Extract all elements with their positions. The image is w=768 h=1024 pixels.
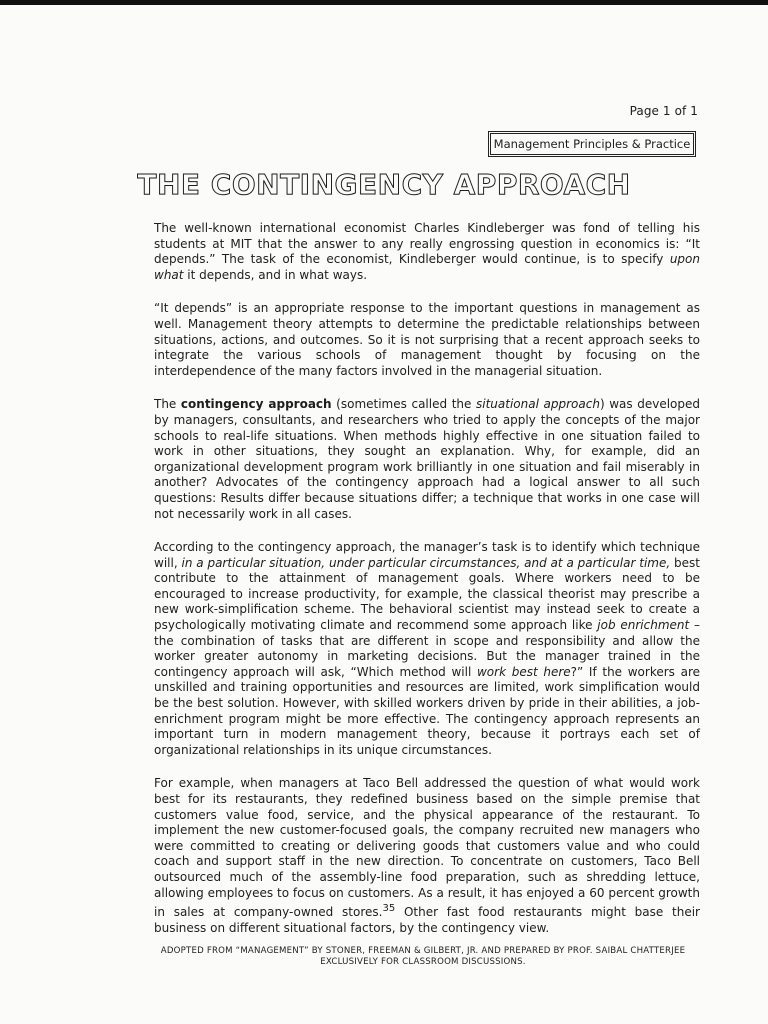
scan-edge xyxy=(0,0,768,5)
paragraph-2: “It depends” is an appropriate response to the important questions in management as well. Management theory attempts to determine the predictable relationships between situations, actions, and outcomes. So it is not surprising that a recent approach seeks to integrate the various schools of management thought by focusing on the interdependence of the many factors involved in the managerial situation. xyxy=(154,301,700,378)
paragraph-3: The contingency approach (sometimes called the situational approach) was developed by managers, consultants, and researchers who tried to apply the concepts of the major schools to real-life situations. When methods highly effective in one situation failed to work in other situations, they sought an explanation. Why, for example, did an organizational development program work brilliantly in one situation and fail miserably in another? Advocates of the contingency approach had a logical answer to all such questions: Results differ because situations differ; a technique that works in one case will not necessarily work in all cases. xyxy=(154,397,701,521)
source-footer xyxy=(130,946,716,968)
paragraph-1: The well-known international economist Charles Kindleberger was fond of telling his students at MIT that the answer to any really engrossing question in economics is: “It depends.” The task of the economist, Kindleberger would continue, is to specify upon what it depends, and in what ways. xyxy=(154,221,700,282)
footer-line-1: ADOPTED FROM “MANAGEMENT” BY STONER, FREEMAN & GILBERT, JR. AND PREPARED BY PROF. SAIBAL CHATTERJEE xyxy=(160,946,686,956)
course-label-box xyxy=(488,131,696,157)
paragraph-4: According to the contingency approach, the manager’s task is to identify which technique will, in a particular situation, under particular circumstances, and at a particular time, best contribute to the attainment of management goals. Where workers need to be encouraged to increase productivity, for example, the classical theorist may prescribe a new work-simplification scheme. The behavioral scientist may instead seek to create a psychologically motivating climate and recommend some approach like job enrichment – the combination of tasks that are different in scope and responsibility and allow the worker greater autonomy in marketing decisions. But the manager trained in the contingency approach will ask, “Which method will work best here?” If the workers are unskilled and training opportunities and resources are limited, work simplification would be the best solution. However, with skilled workers driven by pride in their abilities, a job-enrichment program might be more effective. The contingency approach represents an important turn in modern management theory, because it portrays each set of organizational relationships in its unique circumstances. xyxy=(154,540,701,757)
page-title: THE CONTINGENCY APPROACH xyxy=(137,168,631,201)
course-label: Management Principles & Practice xyxy=(493,137,691,151)
page-number: Page 1 of 1 xyxy=(629,104,698,118)
paragraph-5: For example, when managers at Taco Bell addressed the question of what would work best for its restaurants, they redefined business based on the simple premise that customers value food, service, and the physical appearance of the restaurant. To implement the new customer-focused goals, the company recruited new managers who were committed to creating or delivering goods that customers value and who could coach and support staff in the new direction. To concentrate on customers, Taco Bell outsourced much of the assembly-line food preparation, such as shredding lettuce, allowing employees to focus on customers. As a result, it has enjoyed a 60 percent growth in sales at company-owned stores.$^{35}$ Other fast food restaurants might base their business on different situational factors, by the contingency view. xyxy=(154,776,700,935)
footer-line-2: EXCLUSIVELY FOR CLASSROOM DISCUSSIONS. xyxy=(320,957,526,967)
article-body xyxy=(154,221,700,954)
footnote-ref: 35 xyxy=(382,903,396,915)
